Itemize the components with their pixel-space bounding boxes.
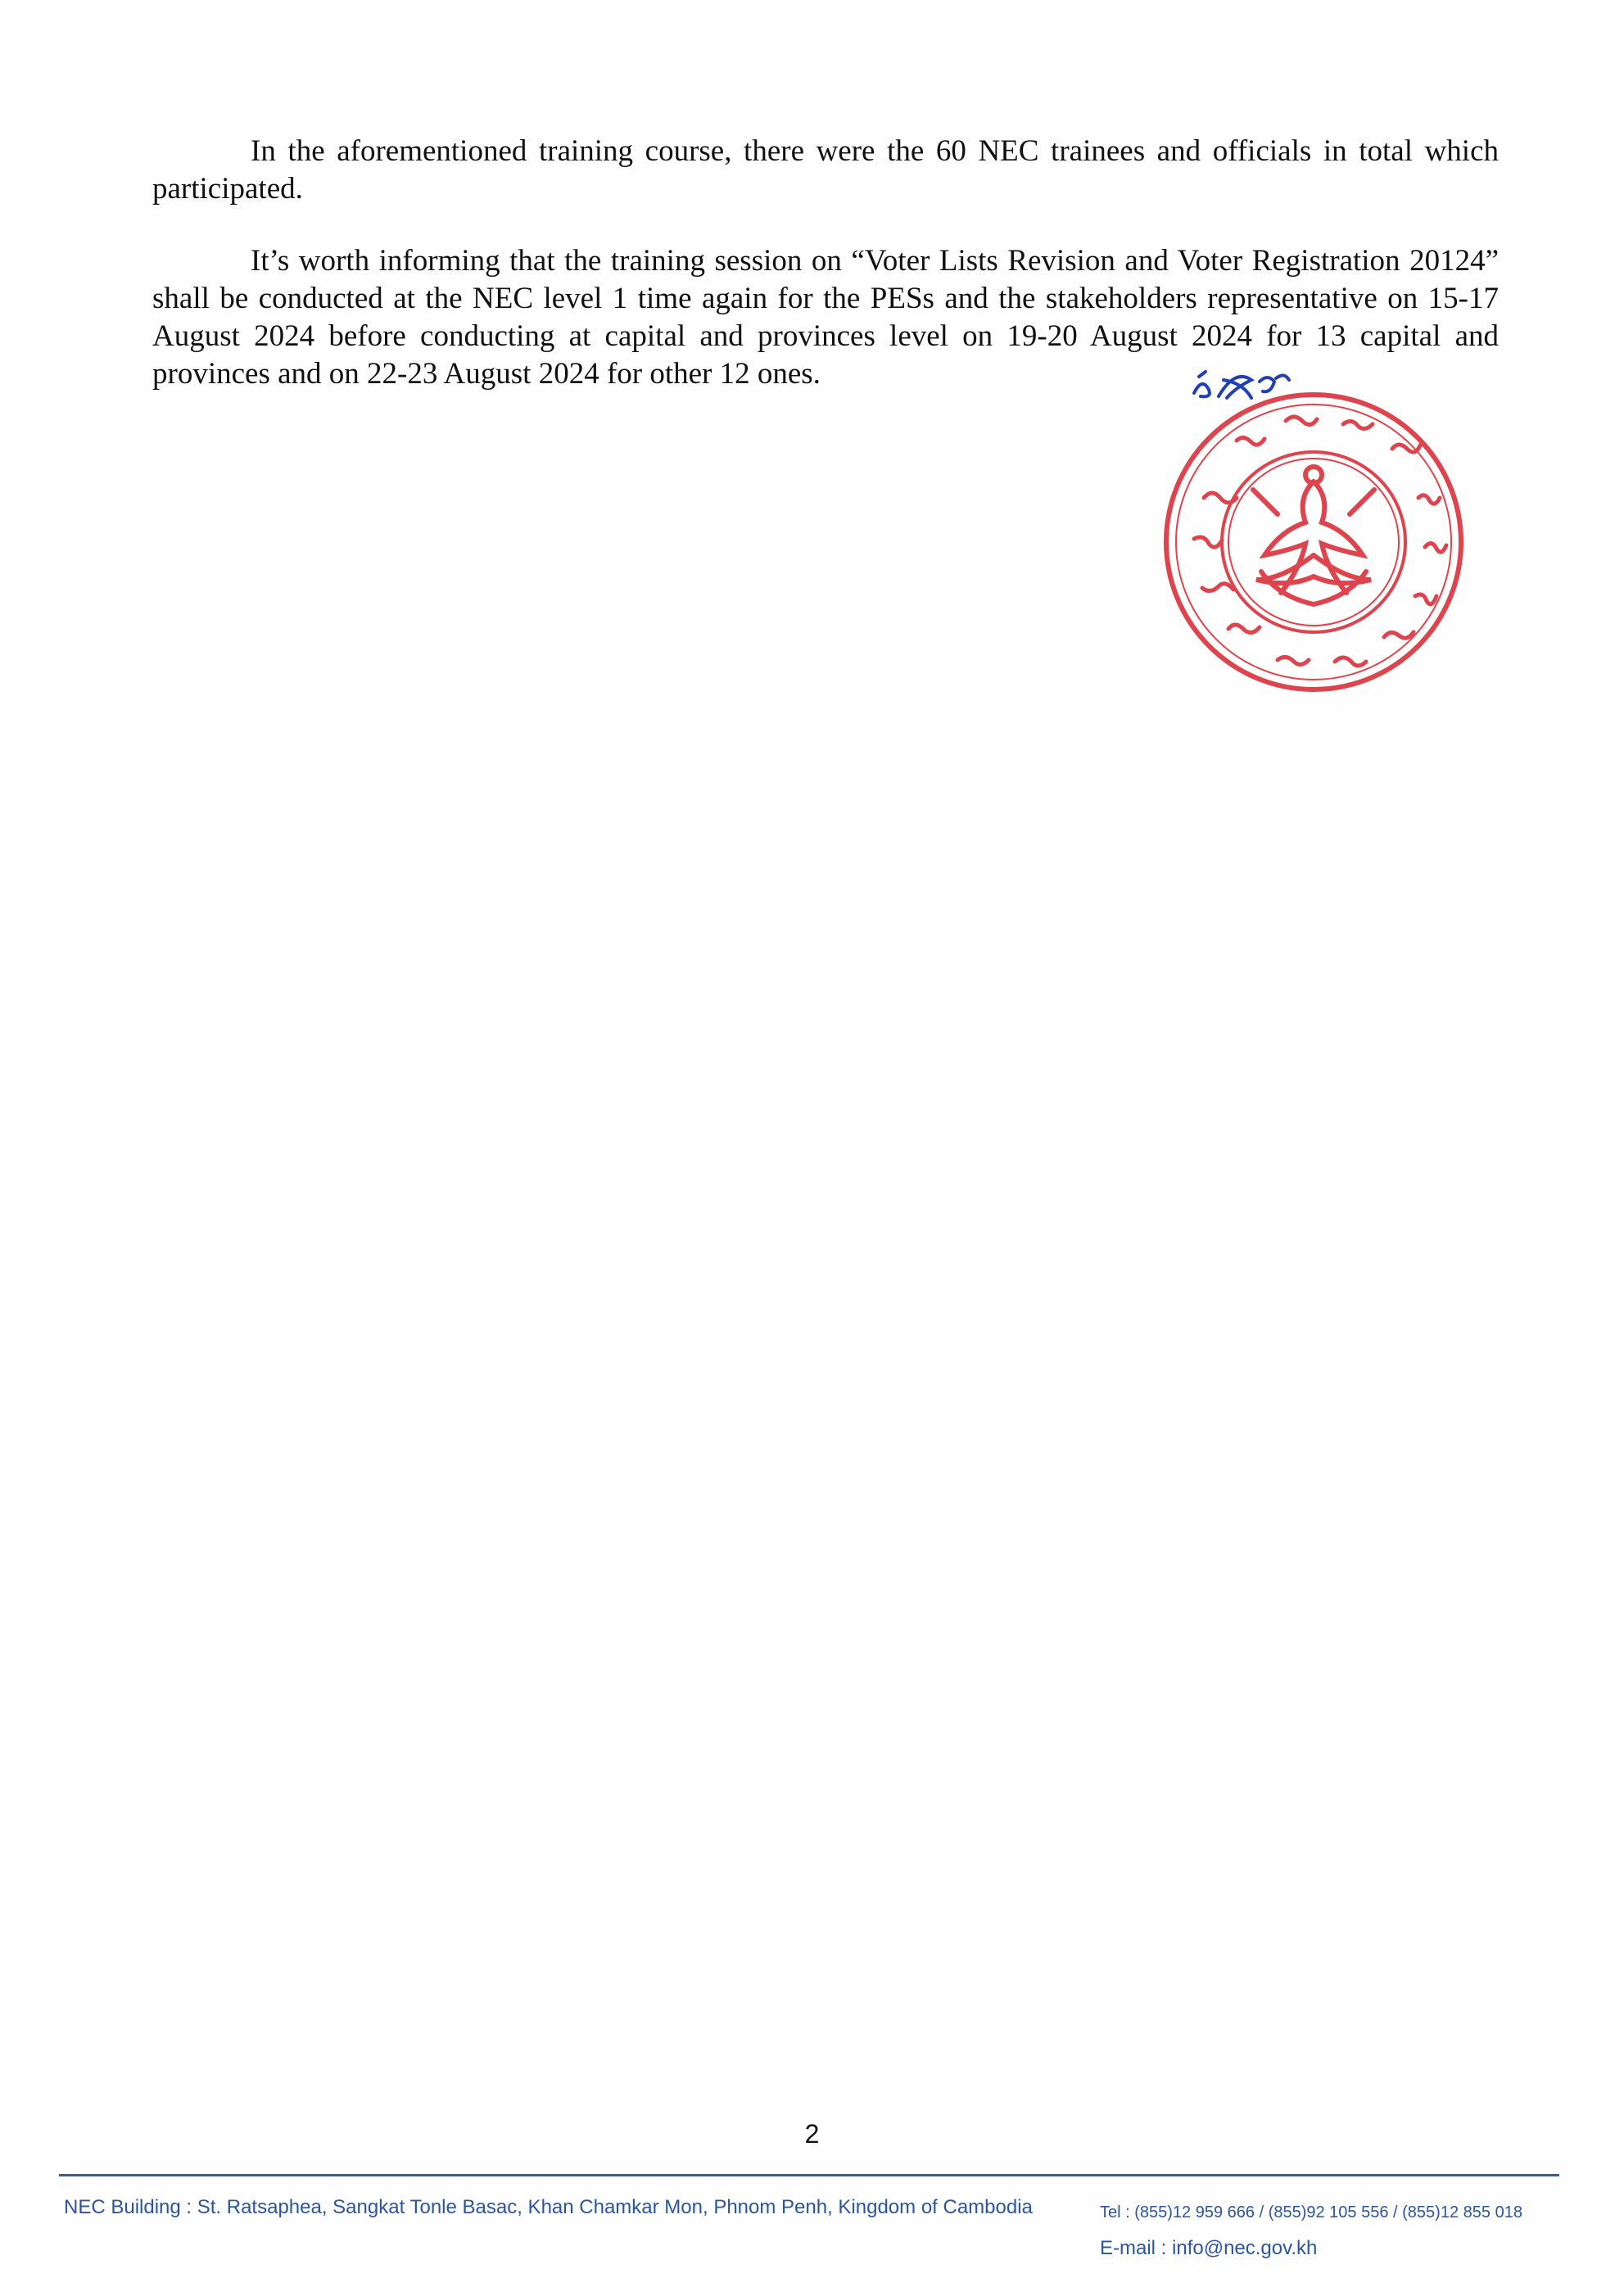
paragraph-participants: In the aforementioned training course, there were the 60 NEC trainees and officials in total which participated. <box>152 134 1499 206</box>
official-seal-icon <box>1155 375 1472 703</box>
footer-telephone: Tel : (855)12 959 666 / (855)92 105 556 / (855)12 855 018 <box>1100 2203 1522 2221</box>
footer-divider <box>59 2174 1559 2176</box>
footer-address: NEC Building : St. Ratsaphea, Sangkat Tonle Basac, Khan Chamkar Mon, Phnom Penh, Kingdom of Cambodia <box>64 2196 1033 2218</box>
page-number: 2 <box>804 2119 820 2149</box>
handwritten-initials-icon <box>1187 360 1310 409</box>
footer-contact <box>1100 2194 1522 2267</box>
paragraph-training-schedule: It’s worth informing that the training session on “Voter Lists Revision and Voter Registration 20124” shall be conducted at the NEC level 1 time again for the PESs and the stakeholders representative on 15-17 August 2024 before conducting at capital and provinces level on 19-20 August 2024 for 13 capital and provinces and on 22-23 August 2024 for other 12 ones. <box>152 244 1499 391</box>
footer-email[interactable]: E-mail : info@nec.gov.kh <box>1100 2237 1318 2259</box>
